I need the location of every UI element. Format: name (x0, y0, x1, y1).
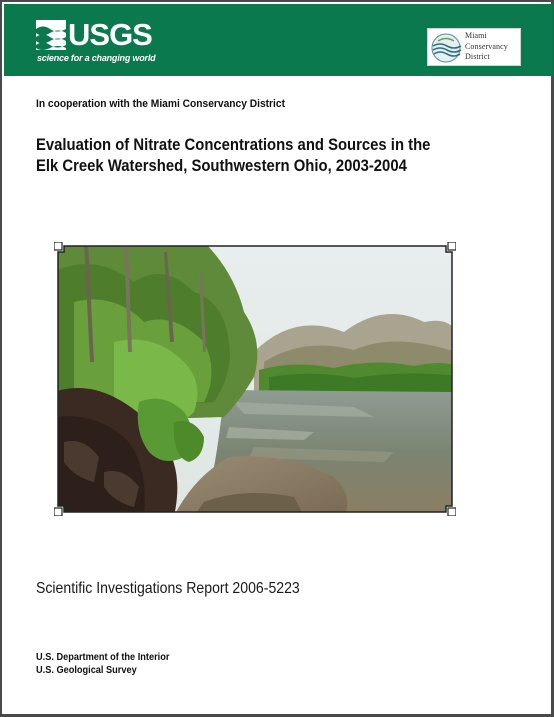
frame-corner-bottom-right (448, 508, 456, 516)
usgs-tagline: science for a changing world (37, 53, 156, 63)
report-title (36, 135, 468, 177)
department-name: U.S. Department of the Interior (36, 652, 170, 663)
agency-block (36, 651, 169, 677)
report-series-number: Scientific Investigations Report 2006-5223 (36, 580, 300, 597)
cover-photo (54, 242, 456, 516)
partner-logo-line-3: District (465, 52, 490, 61)
partner-logo-line-2: Conservancy (465, 41, 508, 51)
partner-logo-text (465, 31, 521, 63)
partner-logo-line-1: Miami (465, 31, 487, 40)
usgs-wordmark: USGS (68, 17, 152, 52)
stream-photo (54, 242, 456, 516)
frame-corner-top-left (54, 242, 62, 250)
frame-corner-bottom-left (54, 508, 62, 516)
report-title-line-1: Evaluation of Nitrate Concentrations and Sources in the (36, 136, 431, 154)
report-title-line-2: Elk Creek Watershed, Southwestern Ohio, 2003-2004 (36, 157, 407, 175)
usgs-wave-icon (36, 20, 66, 50)
frame-corner-top-right (448, 242, 456, 250)
water-drop-emblem-icon (430, 32, 464, 64)
header-band (4, 4, 553, 76)
usgs-logo (36, 17, 161, 70)
survey-name: U.S. Geological Survey (36, 665, 137, 676)
miami-conservancy-district-logo (427, 28, 521, 66)
cooperation-statement: In cooperation with the Miami Conservancy District (36, 98, 285, 110)
